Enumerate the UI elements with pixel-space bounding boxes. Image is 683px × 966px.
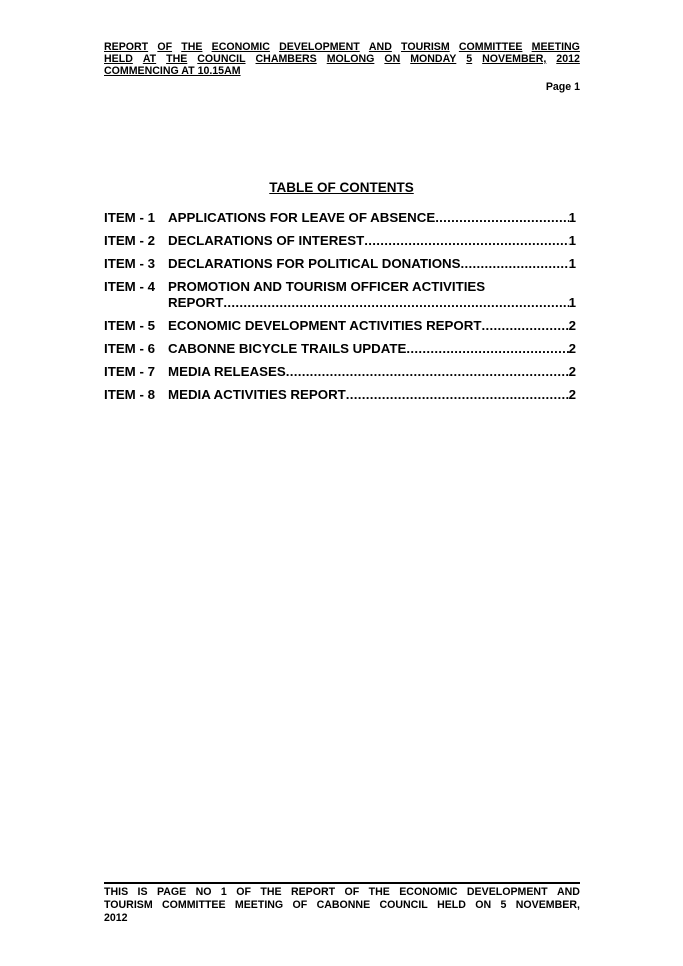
toc-dot-leader [286, 364, 569, 380]
header-line [104, 53, 580, 65]
toc-entry[interactable] [104, 364, 576, 380]
toc-page-number: 2 [568, 318, 576, 333]
toc-entry-body [168, 341, 576, 357]
word: COMMITTEE [162, 899, 226, 911]
toc-line [168, 279, 576, 295]
toc-item-title: DECLARATIONS FOR POLITICAL DONATIONS [168, 256, 461, 271]
page-header [104, 41, 580, 77]
word: COUNCIL [197, 53, 246, 65]
word: AND [368, 41, 392, 53]
toc-entry-body [168, 256, 576, 272]
word: THE [166, 53, 188, 65]
toc-item-number: ITEM - 7 [104, 364, 155, 379]
word: IS [137, 886, 148, 898]
toc-line [168, 256, 576, 272]
toc-item-number: ITEM - 3 [104, 256, 155, 271]
toc-line [168, 295, 576, 311]
word: THE [260, 886, 282, 898]
page-number: Page 1 [545, 81, 580, 93]
word: PAGE [156, 886, 187, 898]
word: ON [475, 899, 492, 911]
word: TOURISM [401, 41, 450, 53]
word: COMMITTEE [458, 41, 523, 53]
header-line: COMMENCING AT 10.15AM [104, 65, 241, 77]
word: OF [292, 899, 308, 911]
toc-item-title: APPLICATIONS FOR LEAVE OF ABSENCE [168, 210, 436, 225]
footer-line [104, 899, 580, 912]
toc-entry[interactable] [104, 318, 576, 334]
word: NO [195, 886, 212, 898]
toc-dot-leader [406, 341, 568, 357]
toc-entry-body [168, 210, 576, 226]
toc-item-number: ITEM - 4 [104, 279, 155, 294]
word: ECONOMIC [211, 41, 270, 53]
toc-entry[interactable] [104, 233, 576, 249]
toc-line [168, 364, 576, 380]
page-footer [104, 886, 580, 925]
word: THIS [104, 886, 129, 898]
toc-page-number: 2 [568, 387, 576, 402]
toc-title: TABLE OF CONTENTS [269, 180, 414, 195]
word: CHAMBERS [255, 53, 317, 65]
word: DEVELOPMENT [466, 886, 548, 898]
word: AT [142, 53, 157, 65]
toc-entry-body [168, 233, 576, 249]
toc-page-number: 1 [568, 295, 576, 310]
word: REPORT [104, 41, 149, 53]
word: AND [556, 886, 580, 898]
word: OF [344, 886, 360, 898]
word: MEETING [531, 41, 580, 53]
toc-item-number: ITEM - 1 [104, 210, 155, 225]
toc-dot-leader [435, 210, 568, 226]
word: MEETING [234, 899, 284, 911]
toc-item-title: MEDIA ACTIVITIES REPORT [168, 387, 346, 402]
toc-entry[interactable] [104, 256, 576, 272]
word: 2012 [556, 53, 580, 65]
toc-entry[interactable] [104, 341, 576, 357]
toc-item-number: ITEM - 5 [104, 318, 155, 333]
toc-dot-leader [223, 295, 568, 311]
toc-page-number: 2 [568, 341, 576, 356]
word: TOURISM [104, 899, 153, 911]
footer-line: 2012 [104, 912, 128, 924]
toc-entry-body [168, 318, 576, 334]
word: HELD [104, 53, 133, 65]
word: NOVEMBER, [482, 53, 547, 65]
toc-item-number: ITEM - 2 [104, 233, 155, 248]
word: CABONNE [316, 899, 371, 911]
word: ECONOMIC [399, 886, 458, 898]
toc-line [168, 341, 576, 357]
toc-entry-body [168, 387, 576, 403]
toc-page-number: 1 [568, 256, 576, 271]
toc-line [168, 233, 576, 249]
toc-page-number: 1 [568, 233, 576, 248]
word: DEVELOPMENT [279, 41, 360, 53]
word: ON [384, 53, 401, 65]
toc-page-number: 2 [568, 364, 576, 379]
toc-entry-body [168, 279, 576, 311]
word: MONDAY [410, 53, 457, 65]
toc-page-number: 1 [568, 210, 576, 225]
footer-line [104, 886, 580, 899]
table-of-contents [104, 210, 576, 410]
toc-item-number: ITEM - 6 [104, 341, 155, 356]
toc-item-title: REPORT [168, 295, 224, 310]
word: NOVEMBER, [515, 899, 580, 911]
toc-item-title: PROMOTION AND TOURISM OFFICER ACTIVITIES [168, 279, 486, 294]
header-line [104, 41, 580, 53]
word: HELD [437, 899, 466, 911]
word: OF [157, 41, 173, 53]
word: 1 [220, 886, 227, 898]
word: COUNCIL [379, 899, 428, 911]
toc-dot-leader [364, 233, 568, 249]
toc-entry[interactable] [104, 279, 576, 311]
toc-dot-leader [481, 318, 568, 334]
toc-line [168, 210, 576, 226]
toc-line [168, 318, 576, 334]
toc-item-number: ITEM - 8 [104, 387, 155, 402]
toc-entry-body [168, 364, 576, 380]
toc-item-title: MEDIA RELEASES [168, 364, 286, 379]
toc-dot-leader [461, 256, 569, 272]
word: 5 [500, 899, 507, 911]
toc-dot-leader [346, 387, 569, 403]
toc-entry[interactable] [104, 210, 576, 226]
toc-item-title: DECLARATIONS OF INTEREST [168, 233, 365, 248]
word: THE [181, 41, 203, 53]
word: OF [236, 886, 251, 898]
toc-entry[interactable] [104, 387, 576, 403]
footer-divider [104, 882, 580, 884]
word: MOLONG [326, 53, 375, 65]
word: REPORT [290, 886, 336, 898]
toc-item-title: ECONOMIC DEVELOPMENT ACTIVITIES REPORT [168, 318, 482, 333]
toc-line [168, 387, 576, 403]
word: 5 [466, 53, 473, 65]
toc-item-title: CABONNE BICYCLE TRAILS UPDATE [168, 341, 407, 356]
word: THE [368, 886, 390, 898]
